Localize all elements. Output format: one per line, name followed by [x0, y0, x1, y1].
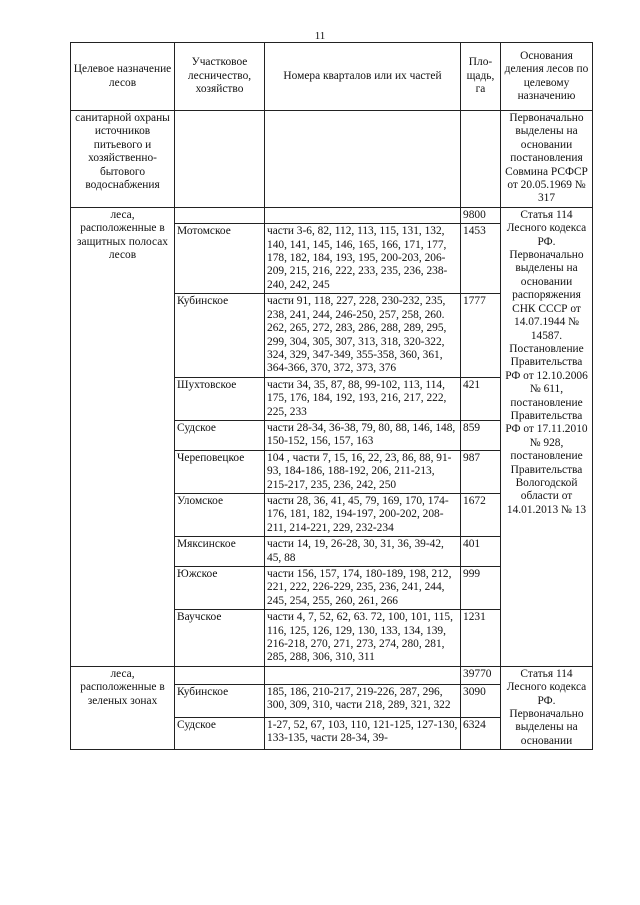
quarters-cell [265, 111, 461, 208]
forest-purpose-table [70, 42, 593, 750]
total-area-cell: 39770 [461, 666, 501, 684]
quarters-cell: 1-27, 52, 67, 103, 110, 121-125, 127-130, 133-135, части 28-34, 39- [265, 717, 461, 750]
area-cell: 999 [461, 567, 501, 610]
page-number: 11 [314, 30, 326, 42]
quarters-cell: части 34, 35, 87, 88, 99-102, 113, 114, 175, 176, 184, 192, 193, 216, 217, 222, 225, 233 [265, 377, 461, 420]
quarters-cell: части 91, 118, 227, 228, 230-232, 235, 238, 241, 244, 246-250, 257, 258, 260. 262, 265, 272, 283, 286, 288, 289, 295, 299, 304, 305, 307, 313, 318, 320-322, 324, 329, 347-349, 355-358, 360, 361, 364-366, 370, 372, 373, 376 [265, 294, 461, 377]
forestry-cell: Южское [175, 567, 265, 610]
total-area-cell: 9800 [461, 207, 501, 223]
area-cell: 1672 [461, 493, 501, 536]
forestry-cell: Судское [175, 717, 265, 750]
area-cell: 1777 [461, 294, 501, 377]
table-row [71, 666, 593, 684]
area-cell: 859 [461, 420, 501, 450]
forestry-cell [175, 207, 265, 223]
area-cell: 6324 [461, 717, 501, 750]
quarters-cell: части 156, 157, 174, 180-189, 198, 212, 221, 222, 226-229, 235, 236, 241, 244, 245, 254, 255, 260, 261, 266 [265, 567, 461, 610]
forestry-cell: Череповецкое [175, 450, 265, 493]
quarters-cell [265, 666, 461, 684]
purpose-cell: леса, расположенные в защитных полосах лесов [71, 207, 175, 666]
area-cell: 987 [461, 450, 501, 493]
area-cell: 3090 [461, 684, 501, 717]
forestry-cell [175, 666, 265, 684]
area-cell: 401 [461, 537, 501, 567]
basis-cell: Первоначально выделены на основании постановления Совмина РСФСР от 20.05.1969 № 317 [501, 111, 593, 208]
forestry-cell: Мяксинское [175, 537, 265, 567]
basis-cell: Статья 114 Лесного кодекса РФ. Первоначально выделены на основании распоряжения СНК СССР от 14.07.1944 № 14587. Постановление Правительства РФ от 12.10.2006 № 611, постановление Правительства РФ от 17.11.2010 № 928, постановление Правительства Вологодской области от 14.01.2013 № 13 [501, 207, 593, 666]
area-cell: 421 [461, 377, 501, 420]
forestry-cell: Ваучское [175, 610, 265, 667]
forestry-cell [175, 111, 265, 208]
quarters-cell: 185, 186, 210-217, 219-226, 287, 296, 300, 309, 310, части 218, 289, 321, 322 [265, 684, 461, 717]
header-basis: Основания деления лесов по целевому назначению [501, 43, 593, 111]
quarters-cell: части 14, 19, 26-28, 30, 31, 36, 39-42, 45, 88 [265, 537, 461, 567]
quarters-cell: части 28-34, 36-38, 79, 80, 88, 146, 148, 150-152, 156, 157, 163 [265, 420, 461, 450]
quarters-cell: 104 , части 7, 15, 16, 22, 23, 86, 88, 91-93, 184-186, 188-192, 206, 211-213, 215-217, 235, 236, 242, 250 [265, 450, 461, 493]
quarters-cell [265, 207, 461, 223]
forestry-cell: Кубинское [175, 294, 265, 377]
table-header-row [71, 43, 593, 111]
forestry-cell: Кубинское [175, 684, 265, 717]
quarters-cell: части 28, 36, 41, 45, 79, 169, 170, 174-176, 181, 182, 194-197, 200-202, 208-211, 214-221, 229, 232-234 [265, 493, 461, 536]
table-row [71, 111, 593, 208]
header-purpose: Целевое назначение лесов [71, 43, 175, 111]
header-quarters: Номера кварталов или их частей [265, 43, 461, 111]
purpose-cell: леса, расположенные в зеленых зонах [71, 666, 175, 749]
basis-cell: Статья 114 Лесного кодекса РФ. Первоначально выделены на основании [501, 666, 593, 749]
forestry-cell: Судское [175, 420, 265, 450]
header-forestry: Участковое лесничество, хозяйство [175, 43, 265, 111]
area-cell [461, 111, 501, 208]
area-cell: 1231 [461, 610, 501, 667]
forestry-cell: Мотомское [175, 224, 265, 294]
header-area: Пло-щадь, га [461, 43, 501, 111]
purpose-cell: санитарной охраны источников питьевого и хозяйственно-бытового водоснабжения [71, 111, 175, 208]
forestry-cell: Уломское [175, 493, 265, 536]
quarters-cell: части 4, 7, 52, 62, 63. 72, 100, 101, 115, 116, 125, 126, 129, 130, 133, 134, 139, 216-218, 270, 271, 273, 274, 280, 281, 285, 288, 306, 310, 311 [265, 610, 461, 667]
quarters-cell: части 3-6, 82, 112, 113, 115, 131, 132, 140, 141, 145, 146, 165, 166, 171, 177, 178, 182, 184, 193, 195, 200-203, 206-209, 215, 216, 222, 233, 235, 236, 238-240, 242, 245 [265, 224, 461, 294]
table-row [71, 207, 593, 223]
forestry-cell: Шухтовское [175, 377, 265, 420]
area-cell: 1453 [461, 224, 501, 294]
